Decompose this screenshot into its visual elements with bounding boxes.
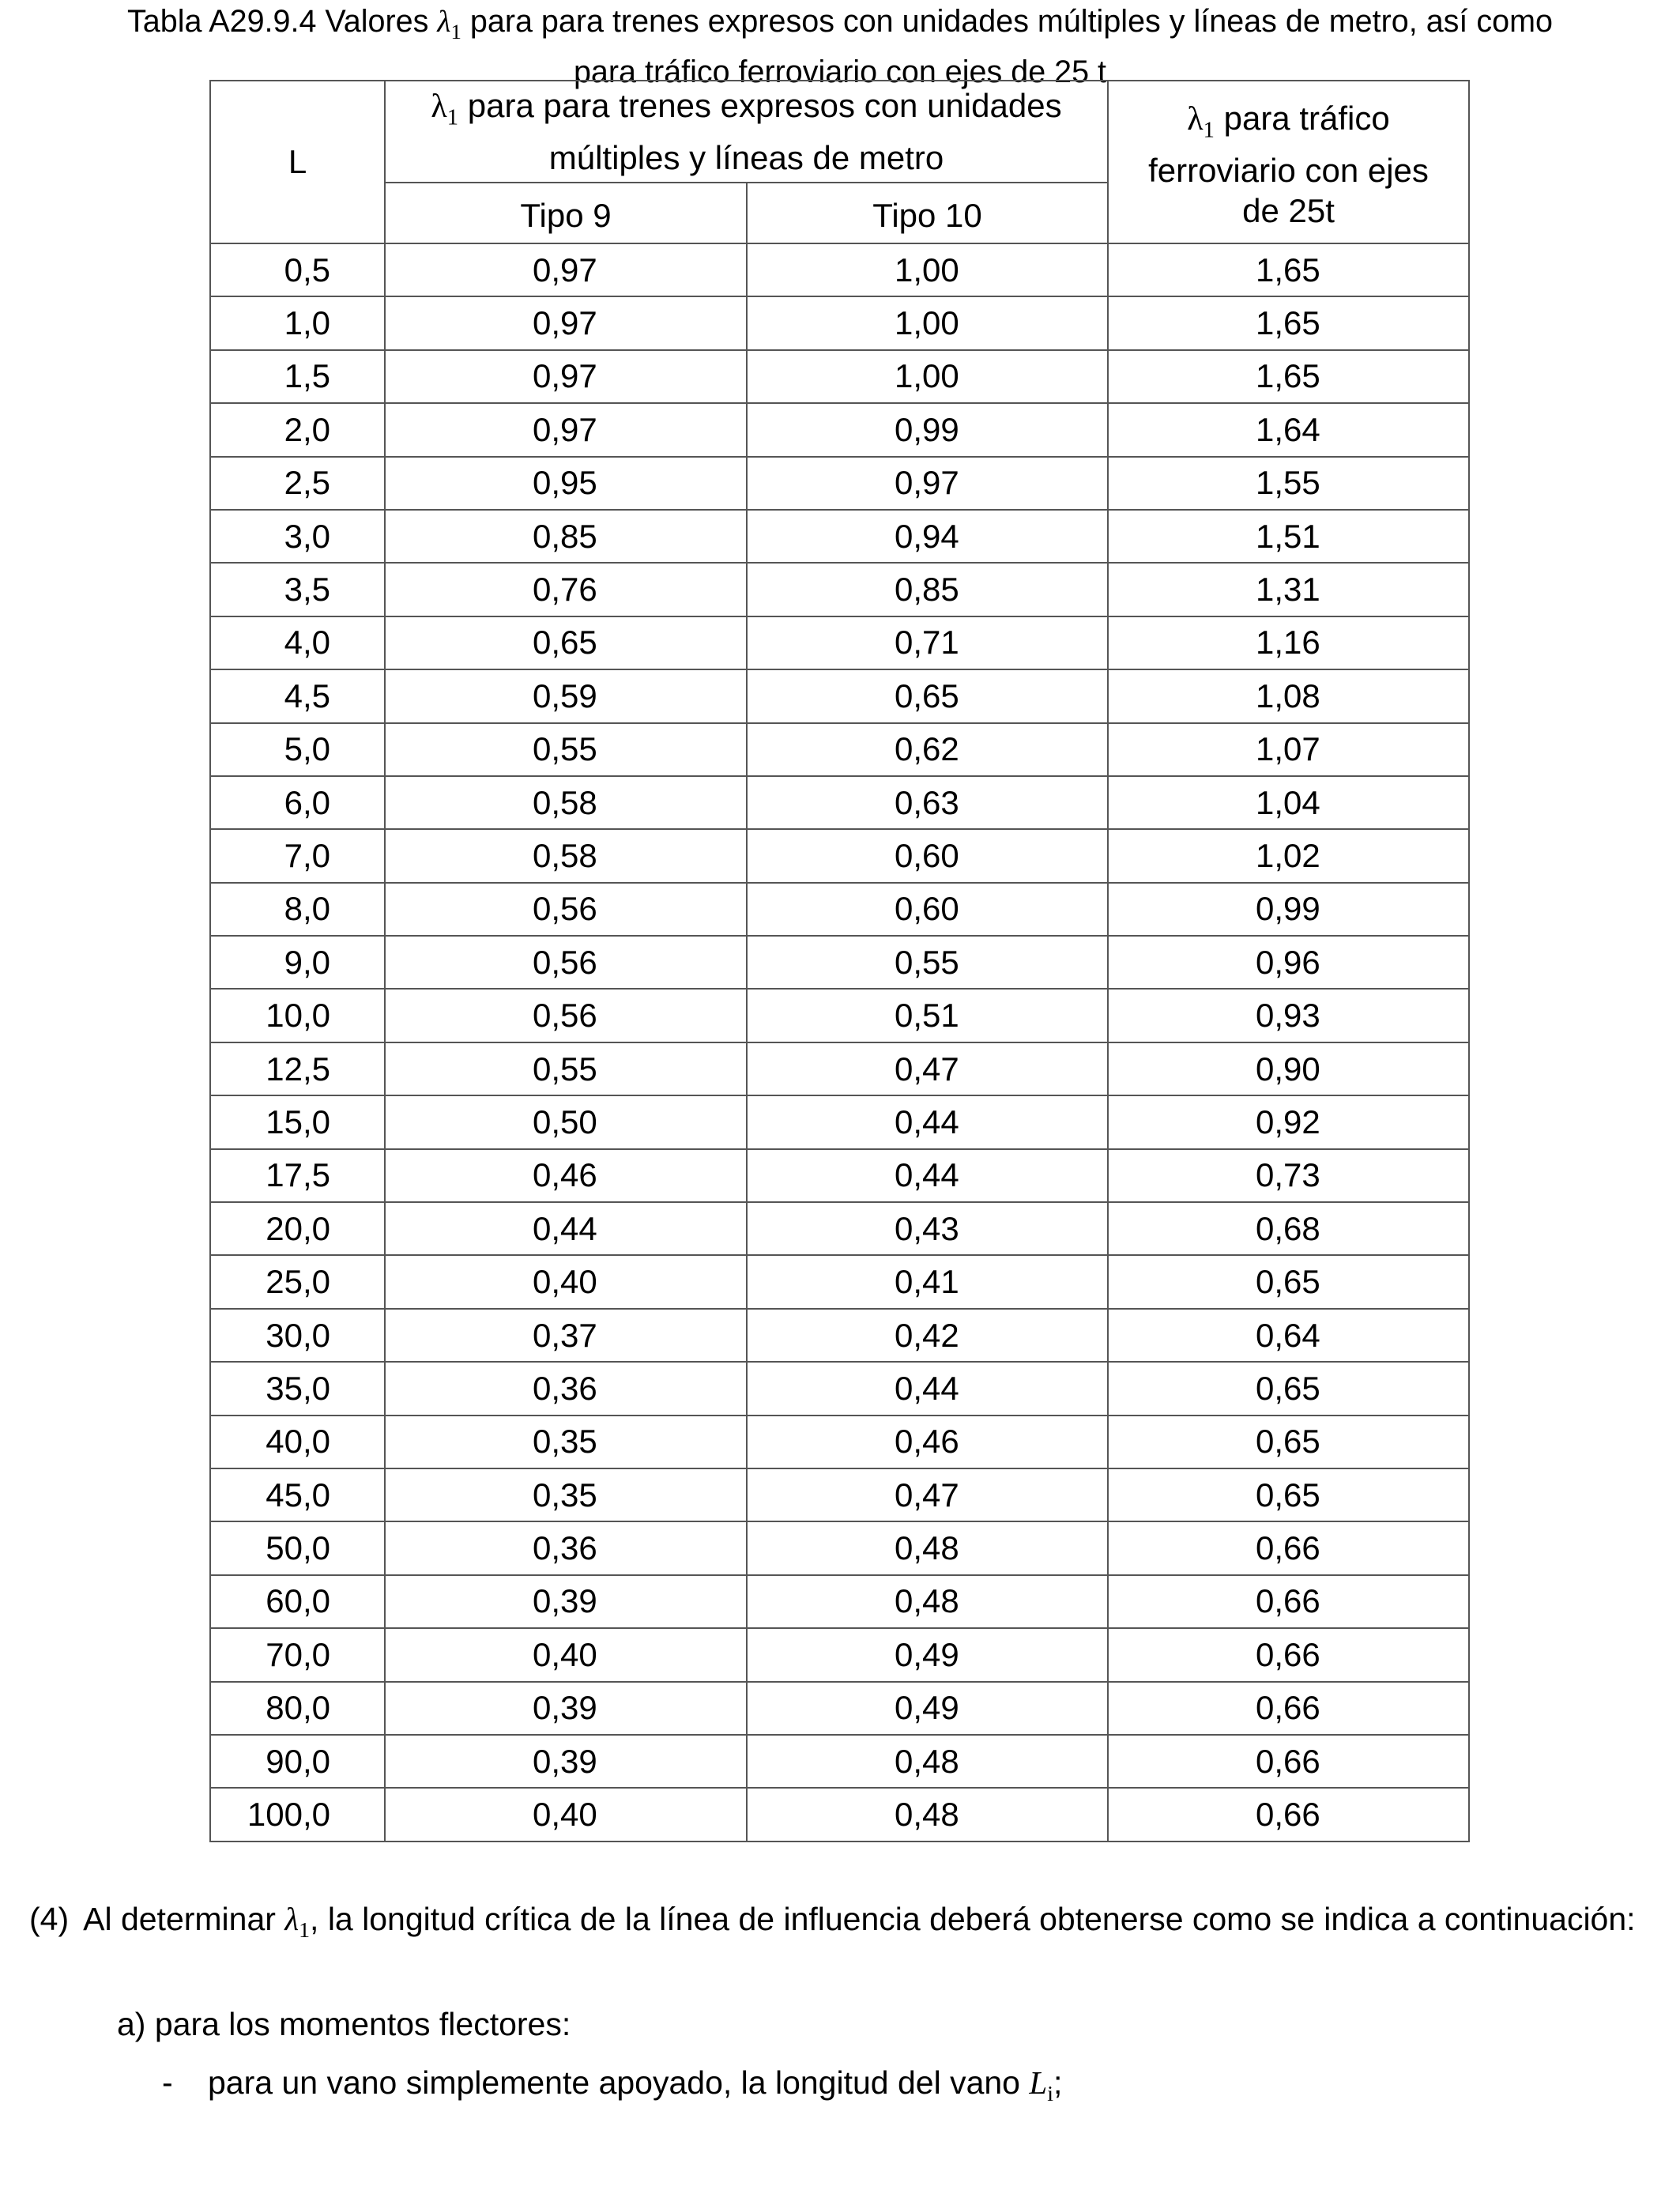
table-row (210, 1255, 1469, 1308)
table-row (210, 669, 1469, 722)
cell-L: 10,0 (210, 989, 385, 1042)
table-row (210, 1149, 1469, 1202)
cell-tipo-10: 0,44 (747, 1362, 1108, 1415)
header-group-text-1: para para trenes expresos con unidades (458, 86, 1062, 124)
dash-item-end: ; (1053, 2064, 1063, 2101)
cell-tipo-10: 0,48 (747, 1735, 1108, 1788)
cell-25t: 0,93 (1108, 989, 1469, 1042)
cell-L: 2,5 (210, 457, 385, 510)
cell-25t: 0,92 (1108, 1095, 1469, 1148)
header-25t (1108, 81, 1469, 243)
table-row (210, 296, 1469, 349)
cell-tipo-10: 1,00 (747, 296, 1108, 349)
cell-L: 3,0 (210, 510, 385, 563)
cell-L: 5,0 (210, 723, 385, 776)
cell-25t: 1,16 (1108, 616, 1469, 669)
header-tipo-9: Tipo 9 (385, 183, 747, 243)
cell-25t: 1,51 (1108, 510, 1469, 563)
list-dash-item (208, 2062, 1062, 2115)
table-row (210, 1042, 1469, 1095)
span-length-symbol (1029, 2064, 1053, 2107)
table-row (210, 1682, 1469, 1735)
table-row (210, 776, 1469, 829)
header-25t-text-1: para tráfico (1214, 99, 1390, 137)
cell-tipo-10: 0,99 (747, 403, 1108, 456)
cell-tipo-10: 0,94 (747, 510, 1108, 563)
caption-line-2: para tráfico ferroviario con ejes de 25 t (573, 54, 1107, 89)
cell-tipo-9: 0,56 (385, 883, 747, 936)
header-25t-line-3: de 25t (1242, 192, 1335, 230)
cell-tipo-9: 0,50 (385, 1095, 747, 1148)
cell-tipo-9: 0,40 (385, 1628, 747, 1681)
cell-tipo-9: 0,46 (385, 1149, 747, 1202)
cell-L: 20,0 (210, 1202, 385, 1255)
cell-25t: 0,66 (1108, 1575, 1469, 1628)
cell-tipo-10: 0,42 (747, 1309, 1108, 1362)
table-row (210, 1309, 1469, 1362)
cell-25t: 0,73 (1108, 1149, 1469, 1202)
cell-tipo-9: 0,65 (385, 616, 747, 669)
list-item-a: a) para los momentos flectores: (117, 2006, 571, 2042)
lambda-symbol (431, 88, 459, 130)
cell-L: 25,0 (210, 1255, 385, 1308)
dash-item-text: para un vano simplemente apoyado, la longitud del vano (208, 2064, 1030, 2101)
cell-L: 0,5 (210, 243, 385, 296)
table-row (210, 989, 1469, 1042)
cell-L: 3,5 (210, 563, 385, 616)
lambda-letter: λ (431, 88, 447, 125)
cell-25t: 1,08 (1108, 669, 1469, 722)
cell-L: 8,0 (210, 883, 385, 936)
cell-tipo-10: 0,48 (747, 1521, 1108, 1574)
table-row (210, 1095, 1469, 1148)
cell-L: 1,5 (210, 350, 385, 403)
cell-25t: 0,64 (1108, 1309, 1469, 1362)
cell-L: 40,0 (210, 1416, 385, 1468)
table-row (210, 883, 1469, 936)
header-tipo-10: Tipo 10 (747, 183, 1108, 243)
header-L: L (210, 81, 385, 243)
cell-tipo-9: 0,56 (385, 989, 747, 1042)
cell-tipo-9: 0,97 (385, 350, 747, 403)
header-group-line-1 (386, 85, 1107, 138)
cell-L: 60,0 (210, 1575, 385, 1628)
table-row (210, 723, 1469, 776)
paragraph-text-start: Al determinar (83, 1901, 285, 1937)
paragraph-4 (29, 1898, 1656, 1951)
cell-tipo-10: 0,47 (747, 1042, 1108, 1095)
cell-25t: 0,99 (1108, 883, 1469, 936)
cell-tipo-10: 0,97 (747, 457, 1108, 510)
cell-tipo-9: 0,39 (385, 1682, 747, 1735)
table-row (210, 1202, 1469, 1255)
cell-tipo-9: 0,39 (385, 1735, 747, 1788)
cell-L: 35,0 (210, 1362, 385, 1415)
table-row (210, 457, 1469, 510)
cell-L: 12,5 (210, 1042, 385, 1095)
cell-tipo-10: 0,62 (747, 723, 1108, 776)
header-group-express (385, 81, 1108, 183)
cell-tipo-9: 0,85 (385, 510, 747, 563)
cell-tipo-10: 0,63 (747, 776, 1108, 829)
cell-tipo-9: 0,39 (385, 1575, 747, 1628)
table-row (210, 510, 1469, 563)
cell-L: 45,0 (210, 1468, 385, 1521)
cell-tipo-10: 1,00 (747, 243, 1108, 296)
list-dash-bullet: - (162, 2064, 173, 2101)
cell-25t: 1,65 (1108, 296, 1469, 349)
cell-25t: 1,02 (1108, 829, 1469, 882)
lambda-letter: λ (284, 1901, 299, 1937)
lambda-symbol (284, 1901, 311, 1943)
caption-line-1 (24, 2, 1656, 52)
cell-tipo-9: 0,37 (385, 1309, 747, 1362)
cell-L: 9,0 (210, 936, 385, 989)
cell-L: 1,0 (210, 296, 385, 349)
cell-tipo-9: 0,44 (385, 1202, 747, 1255)
cell-25t: 0,66 (1108, 1788, 1469, 1841)
table-row (210, 829, 1469, 882)
cell-25t: 0,65 (1108, 1255, 1469, 1308)
cell-tipo-9: 0,59 (385, 669, 747, 722)
table-caption (24, 2, 1656, 92)
cell-tipo-10: 1,00 (747, 350, 1108, 403)
lambda-subscript: 1 (299, 1918, 311, 1943)
cell-25t: 0,68 (1108, 1202, 1469, 1255)
table-row (210, 1575, 1469, 1628)
cell-tipo-9: 0,97 (385, 243, 747, 296)
cell-tipo-9: 0,56 (385, 936, 747, 989)
header-25t-line-2: ferroviario con ejes (1148, 152, 1429, 190)
table-row (210, 1521, 1469, 1574)
cell-L: 80,0 (210, 1682, 385, 1735)
cell-25t: 0,65 (1108, 1468, 1469, 1521)
table-row (210, 563, 1469, 616)
cell-tipo-10: 0,47 (747, 1468, 1108, 1521)
caption-rest: para para trenes expresos con unidades múltiples y líneas de metro, así como (461, 4, 1553, 39)
cell-tipo-9: 0,35 (385, 1416, 747, 1468)
lambda-table (209, 80, 1470, 1842)
cell-tipo-10: 0,46 (747, 1416, 1108, 1468)
cell-L: 15,0 (210, 1095, 385, 1148)
cell-tipo-9: 0,76 (385, 563, 747, 616)
cell-25t: 0,66 (1108, 1735, 1469, 1788)
lambda-symbol (437, 4, 461, 43)
table-row (210, 1362, 1469, 1415)
lambda-letter: λ (1187, 100, 1203, 138)
cell-L: 7,0 (210, 829, 385, 882)
cell-tipo-10: 0,48 (747, 1788, 1108, 1841)
cell-25t: 0,66 (1108, 1682, 1469, 1735)
cell-25t: 1,31 (1108, 563, 1469, 616)
cell-25t: 0,65 (1108, 1416, 1469, 1468)
caption-prefix: Tabla A29.9.4 Valores (127, 4, 438, 39)
cell-25t: 1,04 (1108, 776, 1469, 829)
cell-tipo-10: 0,49 (747, 1682, 1108, 1735)
lambda-subscript: 1 (446, 105, 459, 130)
paragraph-text-end: , la longitud crítica de la línea de influencia deberá obtenerse como se indica a continuación: (310, 1901, 1636, 1937)
cell-tipo-10: 0,44 (747, 1095, 1108, 1148)
lambda-symbol (1187, 100, 1215, 143)
cell-tipo-9: 0,95 (385, 457, 747, 510)
cell-25t: 1,65 (1108, 350, 1469, 403)
lambda-subscript: 1 (450, 19, 461, 43)
cell-tipo-9: 0,40 (385, 1788, 747, 1841)
cell-25t: 0,96 (1108, 936, 1469, 989)
cell-tipo-10: 0,65 (747, 669, 1108, 722)
table-header (210, 81, 1469, 243)
cell-tipo-9: 0,55 (385, 1042, 747, 1095)
header-group-line-2: múltiples y líneas de metro (548, 139, 944, 177)
cell-tipo-10: 0,60 (747, 883, 1108, 936)
cell-tipo-10: 0,44 (747, 1149, 1108, 1202)
cell-tipo-10: 0,43 (747, 1202, 1108, 1255)
cell-25t: 0,65 (1108, 1362, 1469, 1415)
table-row (210, 1788, 1469, 1841)
cell-tipo-10: 0,51 (747, 989, 1108, 1042)
cell-L: 90,0 (210, 1735, 385, 1788)
cell-tipo-9: 0,58 (385, 776, 747, 829)
cell-tipo-10: 0,48 (747, 1575, 1108, 1628)
cell-25t: 0,66 (1108, 1628, 1469, 1681)
table-row (210, 936, 1469, 989)
table-row (210, 1735, 1469, 1788)
span-length-subscript: i (1047, 2082, 1053, 2107)
cell-tipo-9: 0,97 (385, 403, 747, 456)
cell-tipo-9: 0,55 (385, 723, 747, 776)
cell-tipo-10: 0,55 (747, 936, 1108, 989)
cell-tipo-10: 0,49 (747, 1628, 1108, 1681)
cell-L: 4,5 (210, 669, 385, 722)
cell-L: 4,0 (210, 616, 385, 669)
cell-tipo-9: 0,40 (385, 1255, 747, 1308)
cell-L: 2,0 (210, 403, 385, 456)
table-row (210, 350, 1469, 403)
lambda-letter: λ (437, 4, 451, 39)
cell-25t: 1,07 (1108, 723, 1469, 776)
paragraph-number: (4) (29, 1901, 70, 1937)
cell-tipo-10: 0,60 (747, 829, 1108, 882)
cell-tipo-9: 0,36 (385, 1521, 747, 1574)
cell-25t: 1,64 (1108, 403, 1469, 456)
cell-tipo-10: 0,41 (747, 1255, 1108, 1308)
cell-tipo-9: 0,58 (385, 829, 747, 882)
header-25t-line-1 (1109, 98, 1468, 150)
cell-L: 17,5 (210, 1149, 385, 1202)
cell-L: 30,0 (210, 1309, 385, 1362)
table-row (210, 1416, 1469, 1468)
cell-25t: 1,65 (1108, 243, 1469, 296)
table-row (210, 616, 1469, 669)
cell-tipo-10: 0,71 (747, 616, 1108, 669)
lambda-subscript: 1 (1203, 118, 1215, 143)
cell-tipo-9: 0,36 (385, 1362, 747, 1415)
table-row (210, 1628, 1469, 1681)
cell-25t: 1,55 (1108, 457, 1469, 510)
table-row (210, 403, 1469, 456)
cell-L: 70,0 (210, 1628, 385, 1681)
table-body (210, 243, 1469, 1842)
span-length-letter: L (1029, 2064, 1048, 2101)
table-row (210, 243, 1469, 296)
cell-25t: 0,90 (1108, 1042, 1469, 1095)
cell-L: 50,0 (210, 1521, 385, 1574)
cell-L: 100,0 (210, 1788, 385, 1841)
cell-tipo-10: 0,85 (747, 563, 1108, 616)
cell-L: 6,0 (210, 776, 385, 829)
table-row (210, 1468, 1469, 1521)
cell-tipo-9: 0,97 (385, 296, 747, 349)
cell-tipo-9: 0,35 (385, 1468, 747, 1521)
cell-25t: 0,66 (1108, 1521, 1469, 1574)
